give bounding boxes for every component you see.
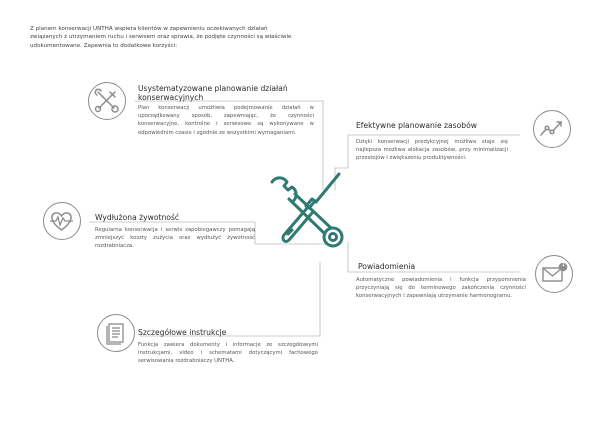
instructions-connector bbox=[140, 262, 320, 336]
notifications-text: Automatyczne powiadomienia i funkcja przypomnienia przyczyniają się do terminowego zakończenia czynności konserwacyjnych i zapewniają utrzymanie harmonogramu. bbox=[356, 277, 526, 300]
planning-title: Usystematyzowane planowanie działań konserwacyjnych bbox=[138, 84, 288, 102]
instructions-title: Szczegółowe instrukcje bbox=[138, 328, 227, 337]
resources-text: Dzięki konserwacji predykcyjnej możliwa staje się najlepsza możliwa alokacja zasobów, przy minimalizacji przestojów i zwiększeniu produktywności. bbox=[356, 139, 508, 162]
trend-chart-icon bbox=[534, 111, 569, 146]
notifications-icon-circle bbox=[535, 255, 573, 293]
instructions-icon-circle bbox=[97, 314, 135, 352]
document-icon bbox=[98, 315, 133, 350]
central-tools-icon bbox=[262, 168, 358, 266]
resources-icon-circle bbox=[533, 110, 571, 148]
heartbeat-icon bbox=[44, 203, 79, 238]
planning-icon-circle bbox=[88, 82, 126, 120]
instructions-text: Funkcja zawiera dokumenty i informacje ze szczegółowymi instrukcjami, video i schematami dotyczącymi fachowego serwisowania rozdrabniaczy UNTHA. bbox=[138, 342, 318, 365]
lifetime-text: Regularna konserwacja i serwis zapobiegawczy pomagają zmniejszyć koszty zużycia oraz wydłużyć żywotność rozdrabniacza. bbox=[95, 227, 255, 250]
notification-badge: 1 bbox=[561, 261, 566, 269]
planning-text: Plan konserwacji umożliwia podejmowanie działań w uporządkowany sposób, zapewniając, że czynności konserwacyjne, kontrolne i serwisowe są wykonywane w odpowiednim czasie i zgodnie ze wszystkimi wymaganiami. bbox=[138, 105, 314, 136]
intro-text: Z planem konserwacji UNTHA wspiera klientów w zapewnieniu oczekiwanych działań związanych z utrzymaniem ruchu i serwisem oraz sprawia, że podjęte czynności są właściwie udokumentowane. Zapewnia to dodatkowe korzyści: bbox=[30, 26, 292, 49]
notifications-title: Powiadomienia bbox=[358, 262, 416, 271]
resources-title: Efektywne planowanie zasobów bbox=[356, 121, 477, 130]
tools-icon bbox=[89, 83, 124, 118]
lifetime-title: Wydłużona żywotność bbox=[95, 213, 180, 222]
lifetime-icon-circle bbox=[43, 202, 81, 240]
